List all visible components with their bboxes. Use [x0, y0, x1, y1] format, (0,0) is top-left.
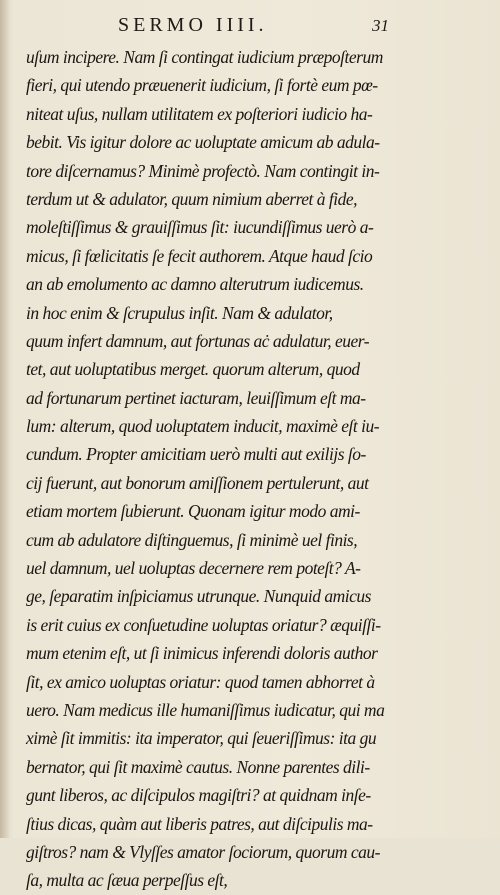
text-line: cundum. Propter amicitiam uerò multi aut exilijs ſo-	[26, 444, 366, 465]
page-number: 31	[372, 16, 389, 35]
text-line: fieri, qui utendo præuenerit iudicium, ſi fortè eum pœ-	[26, 75, 378, 96]
text-line: ximè ſit immitis: ita imperator, qui ſeueriſſimus: ita gu	[26, 728, 377, 749]
text-line: cij fuerunt, aut bonorum amiſſionem pertulerunt, aut	[26, 472, 369, 493]
text-line: bernator, qui ſit maximè cautus. Nonne parentes dili-	[26, 756, 370, 777]
text-line: tore diſcernamus? Minimè profectò. Nam contingit in-	[26, 160, 380, 181]
text-line: tet, aut uoluptatibus merget. quorum alterum, quod	[26, 359, 360, 380]
text-line: ad fortunarum pertinet iacturam, leuiſſimum eſt ma-	[26, 387, 366, 408]
text-line: mum etenim eſt, ut ſi inimicus inferendi doloris author	[26, 643, 378, 664]
text-line: terdum ut & adulator, quum nimium aberret à fide,	[26, 188, 357, 209]
text-line: cum ab adulatore diſtinguemus, ſi minimè uel finis,	[26, 529, 358, 550]
text-line: ge, ſeparatim inſpiciamus utrunque. Nunquid amicus	[26, 586, 371, 607]
text-line: gunt liberos, ac diſcipulos magiſtri? at quidnam inſe-	[26, 785, 371, 806]
body-text	[26, 43, 396, 895]
text-line: etiam mortem ſubierunt. Quonam igitur modo ami-	[26, 501, 360, 522]
text-line: ſtius dicas, quàm aut liberis patres, aut diſcipulis ma-	[26, 813, 373, 834]
text-line: in hoc enim & ſcrupulus inſit. Nam & adulator,	[26, 302, 333, 323]
text-line: uſum incipere. Nam ſi contingat iudicium præpoſterum	[26, 47, 383, 67]
text-line: uel damnum, uel uoluptas decernere rem poteſt? A-	[26, 558, 361, 579]
running-title: SERMO IIII.	[118, 14, 268, 36]
text-line: lum: alterum, quod uoluptatem inducit, maximè eſt iu-	[26, 416, 380, 437]
text-line: quum infert damnum, aut fortunas aċ adulatur, euer-	[26, 330, 370, 351]
text-line: ſa, multa ac ſæua perpeſſus eſt,	[26, 870, 228, 891]
text-line: giſtros? nam & Vlyſſes amator ſociorum, quorum cau-	[26, 841, 380, 862]
text-line: micus, ſi fœlicitatis ſe fecit authorem. Atque haud ſcio	[26, 245, 373, 266]
text-line: uero. Nam medicus ille humaniſſimus iudicatur, qui ma	[26, 699, 385, 720]
text-line: bebit. Vis igitur dolore ac uoluptate amicum ab adula-	[26, 132, 380, 153]
text-line: ſit, ex amico uoluptas oriatur: quod tamen abhorret à	[26, 671, 375, 692]
running-head	[0, 14, 500, 40]
text-line: niteat uſus, nullam utilitatem ex poſteriori iudicio ha-	[26, 103, 373, 124]
text-line: moleſtiſſimus & grauiſſimus ſit: iucundiſſimus uerò a-	[26, 217, 374, 238]
text-line: an ab emolumento ac damno alterutrum iudicemus.	[26, 274, 364, 295]
text-line: is erit cuius ex conſuetudine uoluptas oriatur? æquiſſi-	[26, 614, 381, 635]
